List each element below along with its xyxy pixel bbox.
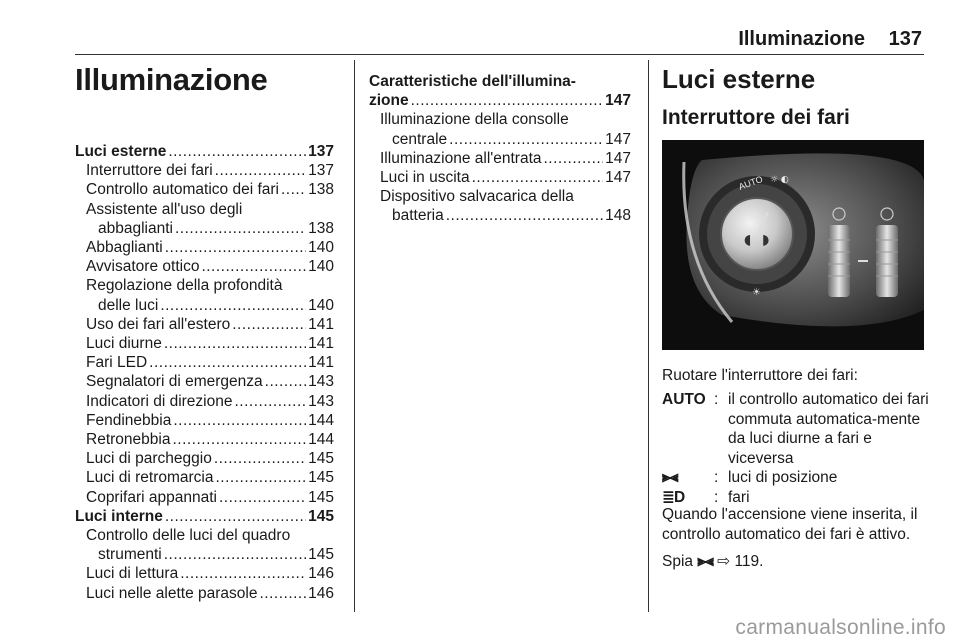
toc-leader-dots	[215, 161, 306, 180]
toc-entry[interactable]	[75, 161, 334, 180]
toc-leader-dots	[164, 334, 306, 353]
toc-leader-dots	[259, 584, 306, 603]
page-header-title: Illuminazione	[738, 28, 865, 50]
toc-leader-dots	[160, 296, 306, 315]
toc-page-number: 140	[308, 258, 334, 276]
toc-entry[interactable]	[75, 353, 334, 372]
toc-entry[interactable]	[75, 180, 334, 199]
toc-page-number: 143	[308, 373, 334, 391]
toc-column-1	[75, 142, 334, 603]
toc-entry[interactable]	[369, 91, 631, 110]
toc-line: Controllo delle luci del quadro	[86, 527, 291, 545]
toc-entry-text: Luci di parcheggio	[86, 450, 212, 468]
toc-leader-dots	[234, 392, 306, 411]
toc-line: Regolazione della profondità	[86, 277, 283, 295]
toc-entry[interactable]	[75, 411, 334, 430]
column-divider-1	[354, 60, 355, 612]
toc-leader-dots	[175, 219, 306, 238]
toc-entry[interactable]	[75, 468, 334, 487]
toc-entry[interactable]	[75, 507, 334, 526]
toc-entry[interactable]	[75, 430, 334, 449]
toc-page-number: 143	[308, 392, 334, 410]
toc-page-number: 141	[308, 335, 334, 353]
toc-entry-text: Retronebbia	[86, 431, 171, 449]
toc-entry-text: Abbaglianti	[86, 239, 163, 257]
photo-auto-label: AUTO	[737, 173, 765, 192]
toc-leader-dots	[180, 564, 306, 583]
svg-text:◗: ◗	[762, 232, 770, 248]
toc-entry[interactable]	[369, 130, 631, 149]
definition-colon: :	[714, 391, 719, 408]
toc-entry-text: Controllo automatico dei fari	[86, 181, 279, 199]
toc-entry-text: Luci esterne	[75, 143, 167, 160]
toc-page-number: 145	[308, 507, 334, 525]
toc-leader-dots	[214, 449, 306, 468]
toc-page-number: 140	[308, 296, 334, 314]
toc-entry-text: Luci nelle alette parasole	[86, 584, 258, 602]
toc-entry[interactable]	[369, 149, 631, 168]
toc-leader-dots	[173, 411, 306, 430]
toc-page-number: 145	[308, 469, 334, 487]
toc-entry[interactable]	[75, 315, 334, 334]
parking-lights-icon: ⫸⫷	[662, 469, 678, 486]
toc-page-number: 138	[308, 181, 334, 199]
light-switch-illustration	[662, 140, 924, 350]
toc-entry-text: Fendinebbia	[86, 411, 172, 429]
toc-entry-text: Uso dei fari all'estero	[86, 315, 231, 333]
toc-entry-text: strumenti	[98, 546, 162, 564]
svg-text:☀: ☀	[752, 287, 761, 298]
toc-page-number: 145	[308, 546, 334, 564]
toc-line: Caratteristiche dell'illumina-	[369, 73, 576, 90]
toc-entry[interactable]	[75, 142, 334, 161]
toc-page-number: 141	[308, 315, 334, 333]
header-rule	[75, 54, 924, 55]
toc-entry[interactable]	[369, 168, 631, 187]
toc-entry-text: centrale	[392, 130, 448, 148]
toc-entry-text: Luci interne	[75, 507, 163, 525]
definition-term: AUTO	[662, 391, 706, 408]
toc-leader-dots	[544, 149, 604, 168]
toc-leader-dots	[472, 168, 604, 187]
definition-desc: luci di posizione	[728, 469, 838, 486]
toc-entry-text: abbaglianti	[98, 219, 173, 237]
toc-leader-dots	[446, 206, 603, 225]
toc-entry-text: batteria	[392, 207, 444, 225]
toc-page-number: 145	[308, 450, 334, 468]
light-switch-photo	[662, 140, 924, 350]
parking-lights-icon: ⫸⫷	[697, 553, 713, 570]
definition-auto	[662, 390, 930, 468]
toc-entry-text: zione	[369, 92, 409, 110]
toc-column-2	[369, 72, 631, 226]
toc-entry-text: Luci di retromarcia	[86, 469, 214, 487]
toc-leader-dots	[265, 372, 306, 391]
section-heading: Luci esterne	[662, 64, 816, 94]
toc-entry-text: Illuminazione all'entrata	[380, 149, 542, 167]
page-reference[interactable]: 119.	[734, 553, 764, 570]
definition-desc: il controllo automatico dei fari commuta automatica-mente da luci diurne a fari e viceversa	[728, 391, 929, 467]
toc-entry[interactable]	[75, 372, 334, 391]
toc-entry[interactable]	[75, 564, 334, 583]
toc-entry[interactable]	[75, 219, 334, 238]
warning-light-reference	[662, 552, 930, 572]
toc-leader-dots	[201, 257, 306, 276]
definition-parking-lights	[662, 468, 930, 488]
toc-entry[interactable]	[75, 545, 334, 564]
chapter-title: Illuminazione	[75, 62, 268, 97]
definition-colon: :	[714, 488, 719, 506]
toc-leader-dots	[164, 545, 306, 564]
toc-entry[interactable]	[75, 584, 334, 603]
toc-entry[interactable]	[75, 392, 334, 411]
toc-entry[interactable]	[75, 238, 334, 257]
auto-control-paragraph: Quando l'accensione viene inserita, il controllo automatico dei fari è attivo.	[662, 506, 918, 543]
svg-text:☼ ◐: ☼ ◐	[770, 175, 789, 185]
toc-leader-dots	[168, 142, 306, 161]
section-subheading: Interruttore dei fari	[662, 106, 850, 129]
svg-text:◖: ◖	[744, 232, 752, 248]
toc-page-number: 137	[308, 162, 334, 180]
page-reference-arrow-icon: ⇨	[717, 553, 731, 570]
page-number: 137	[888, 28, 922, 50]
toc-page-number: 148	[605, 207, 631, 225]
toc-entry[interactable]	[369, 206, 631, 225]
toc-page-number: 144	[308, 411, 334, 429]
toc-entry[interactable]	[75, 334, 334, 353]
column-divider-2	[648, 60, 649, 612]
toc-line: Assistente all'uso degli	[86, 200, 243, 218]
toc-page-number: 147	[605, 169, 631, 187]
toc-page-number: 138	[308, 219, 334, 237]
definition-desc: fari	[728, 488, 750, 506]
toc-line: Illuminazione della consolle	[380, 111, 569, 129]
spia-label: Spia	[662, 553, 694, 570]
toc-entry-text: Coprifari appannati	[86, 488, 217, 506]
intro-text: Ruotare l'interruttore dei fari:	[662, 367, 858, 384]
toc-page-number: 137	[308, 143, 334, 160]
toc-leader-dots	[172, 430, 306, 449]
toc-page-number: 141	[308, 354, 334, 372]
toc-leader-dots	[165, 507, 306, 526]
toc-entry-text: delle luci	[98, 296, 159, 314]
toc-leader-dots	[149, 353, 306, 372]
toc-entry-text: Luci diurne	[86, 335, 162, 353]
watermark: carmanualsonline.info	[735, 616, 946, 639]
toc-leader-dots	[281, 180, 306, 199]
toc-page-number: 140	[308, 239, 334, 257]
toc-page-number: 147	[605, 92, 631, 110]
toc-leader-dots	[219, 488, 306, 507]
toc-leader-dots	[165, 238, 306, 257]
toc-line: Dispositivo salvacarica della	[380, 188, 574, 206]
toc-entry-text: Luci di lettura	[86, 565, 179, 583]
toc-entry[interactable]	[75, 488, 334, 507]
toc-page-number: 145	[308, 488, 334, 506]
toc-entry-text: Interruttore dei fari	[86, 162, 213, 180]
toc-leader-dots	[449, 130, 603, 149]
toc-entry[interactable]	[75, 257, 334, 276]
toc-page-number: 144	[308, 431, 334, 449]
headlights-icon: ≣D	[662, 488, 685, 506]
toc-entry-text: Indicatori di direzione	[86, 392, 233, 410]
toc-leader-dots	[232, 315, 306, 334]
toc-entry-text: Segnalatori di emergenza	[86, 373, 263, 391]
definition-colon: :	[714, 469, 719, 486]
toc-page-number: 146	[308, 565, 334, 583]
toc-page-number: 146	[308, 584, 334, 602]
toc-leader-dots	[216, 468, 307, 487]
toc-entry-text: Avvisatore ottico	[86, 258, 200, 276]
toc-page-number: 147	[605, 149, 631, 167]
toc-entry[interactable]	[75, 296, 334, 315]
toc-entry[interactable]	[75, 449, 334, 468]
definition-list	[662, 390, 930, 507]
toc-entry-text: Luci in uscita	[380, 169, 470, 187]
toc-leader-dots	[411, 91, 604, 110]
toc-entry-text: Fari LED	[86, 354, 148, 372]
toc-page-number: 147	[605, 130, 631, 148]
